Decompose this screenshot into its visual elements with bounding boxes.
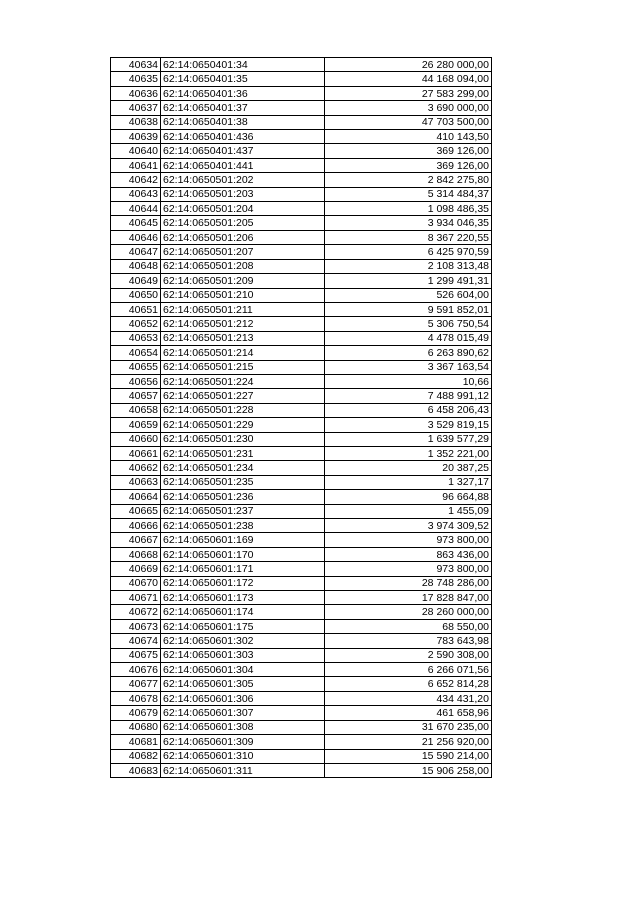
cadastral-value-cell: 973 800,00 xyxy=(325,562,492,576)
row-number-cell: 40659 xyxy=(111,418,161,432)
cadastral-value-cell: 434 431,20 xyxy=(325,691,492,705)
cadastral-value-cell: 26 280 000,00 xyxy=(325,58,492,72)
cadastral-number-cell: 62:14:0650601:303 xyxy=(161,648,325,662)
cadastral-number-cell: 62:14:0650401:36 xyxy=(161,86,325,100)
cadastral-number-cell: 62:14:0650601:309 xyxy=(161,735,325,749)
cadastral-value-cell: 10,66 xyxy=(325,374,492,388)
table-row xyxy=(111,547,492,561)
cadastral-value-cell: 6 652 814,28 xyxy=(325,677,492,691)
cadastral-value-cell: 6 458 206,43 xyxy=(325,403,492,417)
table-row xyxy=(111,648,492,662)
cadastral-number-cell: 62:14:0650501:207 xyxy=(161,245,325,259)
table-row xyxy=(111,475,492,489)
cadastral-number-cell: 62:14:0650601:171 xyxy=(161,562,325,576)
row-number-cell: 40649 xyxy=(111,274,161,288)
table-row xyxy=(111,763,492,777)
cadastral-value-cell: 47 703 500,00 xyxy=(325,115,492,129)
row-number-cell: 40664 xyxy=(111,490,161,504)
cadastral-value-cell: 15 906 258,00 xyxy=(325,763,492,777)
cadastral-value-cell: 369 126,00 xyxy=(325,144,492,158)
cadastral-number-cell: 62:14:0650601:304 xyxy=(161,663,325,677)
cadastral-number-cell: 62:14:0650401:37 xyxy=(161,101,325,115)
table-row xyxy=(111,533,492,547)
table-row xyxy=(111,591,492,605)
table-row xyxy=(111,663,492,677)
row-number-cell: 40647 xyxy=(111,245,161,259)
cadastral-number-cell: 62:14:0650501:215 xyxy=(161,360,325,374)
cadastral-value-cell: 6 266 071,56 xyxy=(325,663,492,677)
row-number-cell: 40634 xyxy=(111,58,161,72)
table-row xyxy=(111,691,492,705)
table-row xyxy=(111,173,492,187)
row-number-cell: 40670 xyxy=(111,576,161,590)
row-number-cell: 40674 xyxy=(111,634,161,648)
table-row xyxy=(111,202,492,216)
cadastral-number-cell: 62:14:0650501:231 xyxy=(161,446,325,460)
row-number-cell: 40638 xyxy=(111,115,161,129)
cadastral-number-cell: 62:14:0650501:238 xyxy=(161,519,325,533)
cadastral-number-cell: 62:14:0650501:214 xyxy=(161,346,325,360)
table-row xyxy=(111,735,492,749)
cadastral-value-cell: 2 590 308,00 xyxy=(325,648,492,662)
table-row xyxy=(111,245,492,259)
cadastral-value-cell: 6 263 890,62 xyxy=(325,346,492,360)
cadastral-number-cell: 62:14:0650501:236 xyxy=(161,490,325,504)
row-number-cell: 40680 xyxy=(111,720,161,734)
table-row xyxy=(111,331,492,345)
cadastral-value-cell: 96 664,88 xyxy=(325,490,492,504)
table-row xyxy=(111,706,492,720)
cadastral-value-cell: 31 670 235,00 xyxy=(325,720,492,734)
cadastral-value-cell: 28 260 000,00 xyxy=(325,605,492,619)
row-number-cell: 40660 xyxy=(111,432,161,446)
row-number-cell: 40635 xyxy=(111,72,161,86)
row-number-cell: 40676 xyxy=(111,663,161,677)
cadastral-number-cell: 62:14:0650601:306 xyxy=(161,691,325,705)
table-row xyxy=(111,86,492,100)
table-row xyxy=(111,749,492,763)
cadastral-number-cell: 62:14:0650401:35 xyxy=(161,72,325,86)
row-number-cell: 40668 xyxy=(111,547,161,561)
cadastral-number-cell: 62:14:0650601:311 xyxy=(161,763,325,777)
cadastral-value-cell: 1 639 577,29 xyxy=(325,432,492,446)
cadastral-value-cell: 973 800,00 xyxy=(325,533,492,547)
row-number-cell: 40678 xyxy=(111,691,161,705)
table-row xyxy=(111,490,492,504)
cadastral-number-cell: 62:14:0650401:441 xyxy=(161,158,325,172)
cadastral-number-cell: 62:14:0650501:230 xyxy=(161,432,325,446)
row-number-cell: 40644 xyxy=(111,202,161,216)
row-number-cell: 40651 xyxy=(111,302,161,316)
cadastral-number-cell: 62:14:0650501:204 xyxy=(161,202,325,216)
cadastral-number-cell: 62:14:0650501:227 xyxy=(161,389,325,403)
row-number-cell: 40642 xyxy=(111,173,161,187)
table-row xyxy=(111,418,492,432)
cadastral-value-cell: 2 108 313,48 xyxy=(325,259,492,273)
cadastral-value-cell: 1 299 491,31 xyxy=(325,274,492,288)
cadastral-value-cell: 8 367 220,55 xyxy=(325,230,492,244)
cadastral-value-cell: 3 974 309,52 xyxy=(325,519,492,533)
table-row xyxy=(111,634,492,648)
cadastral-value-cell: 21 256 920,00 xyxy=(325,735,492,749)
cadastral-value-cell: 9 591 852,01 xyxy=(325,302,492,316)
row-number-cell: 40681 xyxy=(111,735,161,749)
cadastral-number-cell: 62:14:0650601:307 xyxy=(161,706,325,720)
cadastral-number-cell: 62:14:0650501:203 xyxy=(161,187,325,201)
row-number-cell: 40663 xyxy=(111,475,161,489)
cadastral-value-cell: 2 842 275,80 xyxy=(325,173,492,187)
table-row xyxy=(111,288,492,302)
row-number-cell: 40672 xyxy=(111,605,161,619)
cadastral-number-cell: 62:14:0650501:224 xyxy=(161,374,325,388)
row-number-cell: 40652 xyxy=(111,317,161,331)
cadastral-number-cell: 62:14:0650501:235 xyxy=(161,475,325,489)
cadastral-value-cell: 783 643,98 xyxy=(325,634,492,648)
cadastral-value-cell: 4 478 015,49 xyxy=(325,331,492,345)
cadastral-number-cell: 62:14:0650501:202 xyxy=(161,173,325,187)
table-row xyxy=(111,374,492,388)
table-row xyxy=(111,562,492,576)
table-row xyxy=(111,274,492,288)
table-row xyxy=(111,403,492,417)
row-number-cell: 40655 xyxy=(111,360,161,374)
cadastral-value-cell: 44 168 094,00 xyxy=(325,72,492,86)
row-number-cell: 40657 xyxy=(111,389,161,403)
row-number-cell: 40654 xyxy=(111,346,161,360)
table-row xyxy=(111,360,492,374)
row-number-cell: 40683 xyxy=(111,763,161,777)
cadastral-value-cell: 3 529 819,15 xyxy=(325,418,492,432)
cadastral-value-cell: 3 690 000,00 xyxy=(325,101,492,115)
cadastral-value-cell: 1 455,09 xyxy=(325,504,492,518)
row-number-cell: 40667 xyxy=(111,533,161,547)
row-number-cell: 40641 xyxy=(111,158,161,172)
cadastral-number-cell: 62:14:0650501:209 xyxy=(161,274,325,288)
cadastral-value-table xyxy=(110,57,492,778)
row-number-cell: 40671 xyxy=(111,591,161,605)
table-row xyxy=(111,58,492,72)
table-row xyxy=(111,259,492,273)
table-row xyxy=(111,576,492,590)
table-body xyxy=(111,58,492,778)
cadastral-number-cell: 62:14:0650601:170 xyxy=(161,547,325,561)
cadastral-number-cell: 62:14:0650601:175 xyxy=(161,619,325,633)
row-number-cell: 40669 xyxy=(111,562,161,576)
cadastral-number-cell: 62:14:0650501:211 xyxy=(161,302,325,316)
cadastral-value-cell: 7 488 991,12 xyxy=(325,389,492,403)
table-row xyxy=(111,230,492,244)
row-number-cell: 40666 xyxy=(111,519,161,533)
cadastral-number-cell: 62:14:0650501:208 xyxy=(161,259,325,273)
cadastral-value-cell: 68 550,00 xyxy=(325,619,492,633)
cadastral-number-cell: 62:14:0650601:172 xyxy=(161,576,325,590)
table-row xyxy=(111,504,492,518)
cadastral-value-cell: 526 604,00 xyxy=(325,288,492,302)
cadastral-number-cell: 62:14:0650601:310 xyxy=(161,749,325,763)
cadastral-value-cell: 6 425 970,59 xyxy=(325,245,492,259)
table-row xyxy=(111,519,492,533)
table-row xyxy=(111,158,492,172)
cadastral-number-cell: 62:14:0650401:437 xyxy=(161,144,325,158)
cadastral-value-cell: 410 143,50 xyxy=(325,130,492,144)
cadastral-value-cell: 1 098 486,35 xyxy=(325,202,492,216)
row-number-cell: 40673 xyxy=(111,619,161,633)
row-number-cell: 40637 xyxy=(111,101,161,115)
row-number-cell: 40656 xyxy=(111,374,161,388)
cadastral-value-cell: 15 590 214,00 xyxy=(325,749,492,763)
cadastral-number-cell: 62:14:0650601:308 xyxy=(161,720,325,734)
row-number-cell: 40653 xyxy=(111,331,161,345)
row-number-cell: 40643 xyxy=(111,187,161,201)
row-number-cell: 40648 xyxy=(111,259,161,273)
table-row xyxy=(111,101,492,115)
table-row xyxy=(111,605,492,619)
table-row xyxy=(111,346,492,360)
cadastral-number-cell: 62:14:0650501:234 xyxy=(161,461,325,475)
cadastral-number-cell: 62:14:0650501:210 xyxy=(161,288,325,302)
cadastral-value-cell: 461 658,96 xyxy=(325,706,492,720)
cadastral-number-cell: 62:14:0650501:206 xyxy=(161,230,325,244)
row-number-cell: 40675 xyxy=(111,648,161,662)
table-row xyxy=(111,115,492,129)
table-row xyxy=(111,144,492,158)
row-number-cell: 40658 xyxy=(111,403,161,417)
row-number-cell: 40639 xyxy=(111,130,161,144)
table-row xyxy=(111,72,492,86)
table-row xyxy=(111,302,492,316)
cadastral-number-cell: 62:14:0650501:212 xyxy=(161,317,325,331)
row-number-cell: 40645 xyxy=(111,216,161,230)
cadastral-number-cell: 62:14:0650501:228 xyxy=(161,403,325,417)
cadastral-value-cell: 369 126,00 xyxy=(325,158,492,172)
cadastral-value-cell: 20 387,25 xyxy=(325,461,492,475)
row-number-cell: 40682 xyxy=(111,749,161,763)
cadastral-number-cell: 62:14:0650601:302 xyxy=(161,634,325,648)
cadastral-number-cell: 62:14:0650401:436 xyxy=(161,130,325,144)
table-row xyxy=(111,677,492,691)
cadastral-value-cell: 27 583 299,00 xyxy=(325,86,492,100)
cadastral-number-cell: 62:14:0650601:174 xyxy=(161,605,325,619)
cadastral-value-cell: 1 352 221,00 xyxy=(325,446,492,460)
cadastral-number-cell: 62:14:0650401:38 xyxy=(161,115,325,129)
cadastral-number-cell: 62:14:0650601:173 xyxy=(161,591,325,605)
row-number-cell: 40650 xyxy=(111,288,161,302)
table-row xyxy=(111,130,492,144)
table-row xyxy=(111,216,492,230)
row-number-cell: 40640 xyxy=(111,144,161,158)
cadastral-value-cell: 3 934 046,35 xyxy=(325,216,492,230)
cadastral-number-cell: 62:14:0650501:237 xyxy=(161,504,325,518)
table-row xyxy=(111,432,492,446)
table-row xyxy=(111,317,492,331)
cadastral-value-cell: 863 436,00 xyxy=(325,547,492,561)
table-row xyxy=(111,619,492,633)
cadastral-value-cell: 17 828 847,00 xyxy=(325,591,492,605)
row-number-cell: 40665 xyxy=(111,504,161,518)
row-number-cell: 40677 xyxy=(111,677,161,691)
cadastral-number-cell: 62:14:0650501:229 xyxy=(161,418,325,432)
cadastral-number-cell: 62:14:0650501:205 xyxy=(161,216,325,230)
cadastral-value-cell: 5 306 750,54 xyxy=(325,317,492,331)
cadastral-value-cell: 3 367 163,54 xyxy=(325,360,492,374)
cadastral-number-cell: 62:14:0650601:305 xyxy=(161,677,325,691)
table-row xyxy=(111,461,492,475)
row-number-cell: 40662 xyxy=(111,461,161,475)
table-row xyxy=(111,446,492,460)
row-number-cell: 40679 xyxy=(111,706,161,720)
cadastral-number-cell: 62:14:0650501:213 xyxy=(161,331,325,345)
cadastral-value-cell: 1 327,17 xyxy=(325,475,492,489)
cadastral-value-cell: 5 314 484,37 xyxy=(325,187,492,201)
row-number-cell: 40646 xyxy=(111,230,161,244)
table-row xyxy=(111,720,492,734)
table-row xyxy=(111,389,492,403)
table-row xyxy=(111,187,492,201)
row-number-cell: 40636 xyxy=(111,86,161,100)
cadastral-number-cell: 62:14:0650601:169 xyxy=(161,533,325,547)
cadastral-value-cell: 28 748 286,00 xyxy=(325,576,492,590)
cadastral-number-cell: 62:14:0650401:34 xyxy=(161,58,325,72)
row-number-cell: 40661 xyxy=(111,446,161,460)
